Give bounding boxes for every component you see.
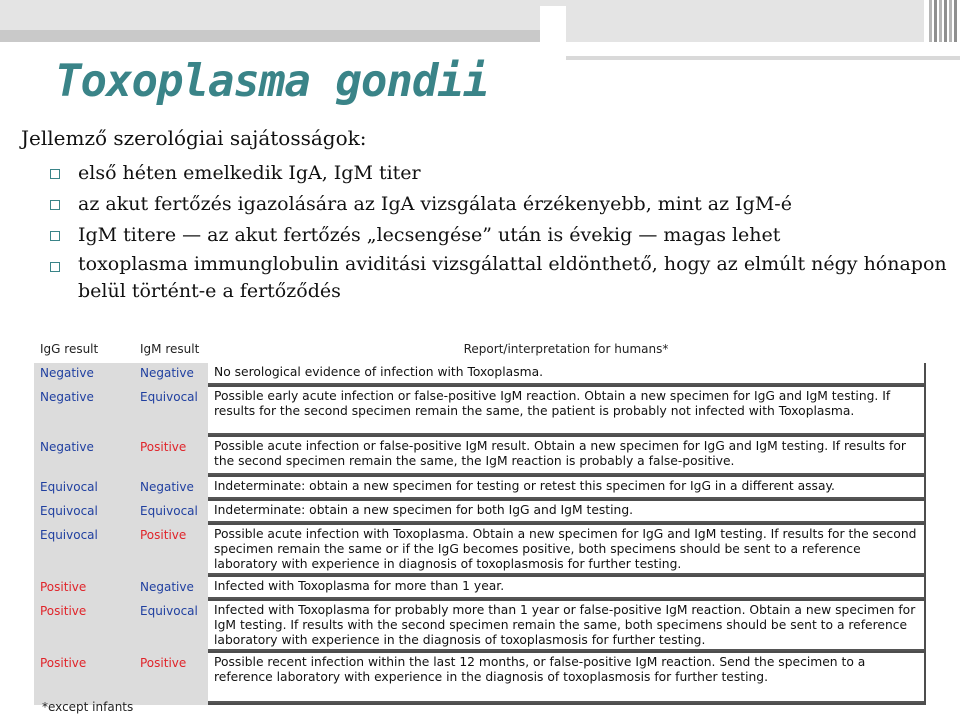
bullet-list (50, 158, 950, 305)
interpretation-table (34, 336, 926, 720)
bullet-item: az akut fertőzés igazolására az IgA vizsgálata érzékenyebb, mint az IgM-é (50, 189, 950, 220)
bullet-item: IgM titere — az akut fertőzés „lecsengése” után is évekig — magas lehet (50, 220, 950, 251)
header-report: Report/interpretation for humans* (463, 342, 669, 356)
header-notch (540, 6, 566, 61)
square-bullet-icon (50, 262, 60, 272)
square-bullet-icon (50, 169, 60, 179)
table-footnote: *except infants (42, 700, 134, 714)
bullet-item: első héten emelkedik IgA, IgM titer (50, 158, 950, 189)
table-header (34, 336, 926, 362)
header-igm: IgM result (140, 342, 200, 356)
table-row: Equivocal Equivocal Indeterminate: obtain a new specimen for both IgG and IgM testing. (34, 501, 926, 523)
square-bullet-icon (50, 200, 60, 210)
header-rule (566, 56, 960, 60)
header-stripes (924, 0, 960, 42)
table-row: Negative Negative No serological evidence of infection with Toxoplasma. (34, 363, 926, 385)
bullet-item: toxoplasma immunglobulin aviditási vizsgálattal eldönthető, hogy az elmúlt négy hónapon belül történt-e a fertőződés (50, 251, 950, 305)
intro-text: Jellemző szerológiai sajátosságok: (21, 126, 367, 150)
table-row: Negative Equivocal Possible early acute infection or false-positive IgM reaction. Obtain a new specimen for IgG and IgM testing. If results for the second specimen remain the same, the patient is probably not infected with Toxoplasma. (34, 387, 926, 435)
header-band-shadow (0, 30, 540, 42)
table-row: Negative Positive Possible acute infection or false-positive IgM result. Obtain a new specimen for IgG and IgM testing. If results for the second specimen remain the same, the IgM reaction is probably a false-positive. (34, 437, 926, 475)
table-row: Positive Equivocal Infected with Toxoplasma for probably more than 1 year or false-positive IgM reaction. Obtain a new specimen for IgM testing. If results with the second specimen remain the same, both specimens should be sent to a reference laboratory with experience in the diagnosis of toxoplasmosis for further testing. (34, 601, 926, 651)
table-row: Positive Negative Infected with Toxoplasma for more than 1 year. (34, 577, 926, 599)
table-row: Equivocal Positive Possible acute infection with Toxoplasma. Obtain a new specimen for IgG and IgM testing. If results for the second specimen remain the same or if the IgG becomes positive, both specimens should be sent to a reference laboratory with experience in diagnosis of toxoplasmosis for further testing. (34, 525, 926, 575)
slide-title: Toxoplasma gondii (55, 56, 489, 107)
table-row: Equivocal Negative Indeterminate: obtain a new specimen for testing or retest this specimen for IgG in a different assay. (34, 477, 926, 499)
table-row: Positive Positive Possible recent infection within the last 12 months, or false-positive IgM reaction. Send the specimen to a reference laboratory with experience in the diagnosis of toxoplasmosis for further testing. (34, 653, 926, 703)
header-igg: IgG result (40, 342, 99, 356)
square-bullet-icon (50, 231, 60, 241)
